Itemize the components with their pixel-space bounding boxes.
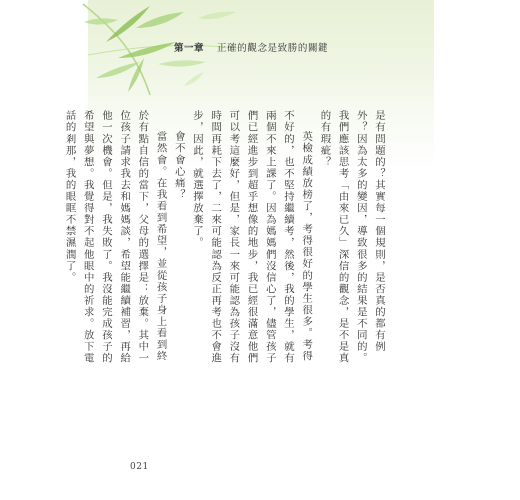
chapter-title: 正確的觀念是致勝的關鍵 xyxy=(217,43,329,54)
paragraph: 是有問題的？其實每一個規則，是否真的都有例外？因為太多的變因，導致很多的結果是不同的。我們應該思考「由來已久」深信的觀念，是不是真的有瑕疵？ xyxy=(318,110,385,365)
paragraph: 會不會心痛？ xyxy=(172,130,185,201)
book-page xyxy=(63,0,434,500)
chapter-number: 第一章 xyxy=(174,43,205,54)
paragraph: 當然會。在我看到希望，並從孩子身上看到終於有點自信的當下，父母的選擇是：放棄。其中一位孩子請求我去和媽媽談，希望能繼續補習，再給他一次機會。但是，我失敗了。我沒能完成孩子的希望與夢想。我覺得對不起他眼中的祈求。放下電話的剎那，我的眼眶不禁濕潤了。 xyxy=(63,110,167,365)
running-header xyxy=(174,42,424,56)
paragraph: 英檢成績放榜了，考得很好的學生很多。考得不好的，也不堅持繼續考，然後，我的學生，就有兩個不來上課了。因為媽媽們沒信心了，儘管孩子們已經進步到超乎想像的地步，我已經很滿意他們可以考這麼好，但是，家長一來可能認為孩子沒有時間再耗下去了，二來可能認為反正再考也不會進步，因此，就選擇放棄了。 xyxy=(190,110,313,365)
body-text-vertical xyxy=(63,110,388,372)
page-number: 021 xyxy=(130,462,149,472)
